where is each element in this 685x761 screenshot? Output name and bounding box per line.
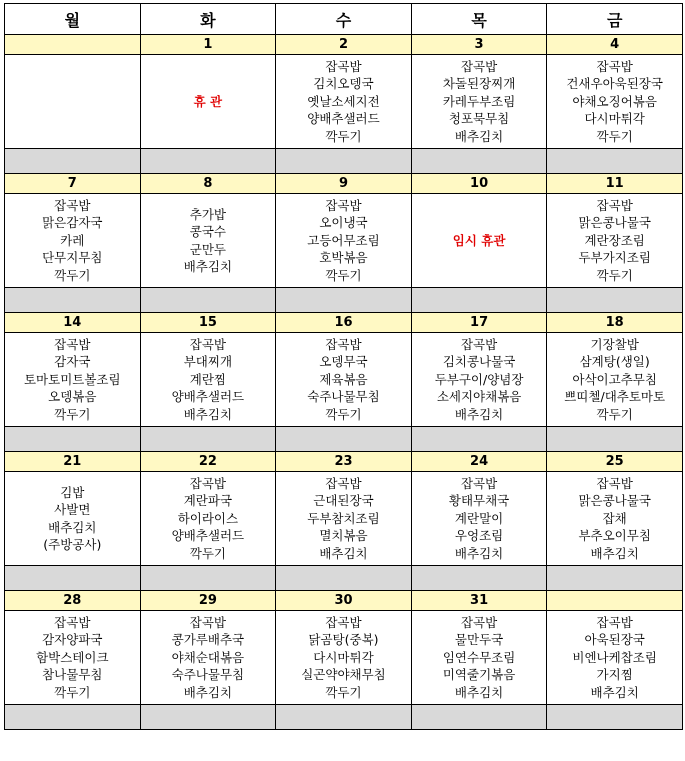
menu-cell [5, 333, 141, 427]
spacer-cell [140, 705, 276, 730]
menu-cell [5, 55, 141, 149]
menu-item: 배추김치 [454, 684, 504, 700]
weekday-header: 월 [5, 4, 141, 35]
menu-item: 배추김치 [319, 545, 368, 561]
menu-item: 오뎅무국 [319, 354, 368, 370]
menu-item: 토마토미트볼조림 [23, 371, 121, 387]
lunch-menu-calendar [4, 3, 683, 730]
date-cell: 22 [140, 452, 276, 472]
menu-item: 두부구이/양념장 [434, 371, 524, 387]
date-cell: 16 [276, 313, 412, 333]
menu-item: 양배추샐러드 [171, 528, 245, 544]
menu-item: 청포묵무침 [448, 111, 510, 127]
menu-item: 김치콩나물국 [442, 354, 516, 370]
date-cell: 14 [5, 313, 141, 333]
menu-item: 아삭이고추무침 [572, 371, 657, 387]
menu-item: 배추김치 [454, 128, 504, 144]
weeks-body [5, 35, 683, 730]
menu-item: 오이냉국 [319, 215, 368, 231]
menu-item: 쁘띠첼/대추토마토 [564, 389, 666, 405]
holiday-label: 임시 휴관 [452, 232, 506, 248]
menu-item: 근대된장국 [313, 493, 374, 509]
menu-item: 참나물무침 [42, 667, 103, 683]
menu-item: 김밥 [60, 484, 85, 500]
menu-item: 배추김치 [590, 545, 639, 561]
menu-cell [411, 611, 547, 705]
menu-item: 멸치볶음 [319, 528, 368, 544]
menu-item: 야채순대볶음 [171, 649, 245, 665]
spacer-cell [547, 566, 683, 591]
spacer-cell [547, 427, 683, 452]
date-cell: 28 [5, 591, 141, 611]
menu-item: 양배추샐러드 [171, 389, 245, 405]
date-cell: 11 [547, 174, 683, 194]
spacer-cell [140, 427, 276, 452]
menu-item: 물만두국 [454, 632, 504, 648]
menu-row [5, 611, 683, 705]
menu-item: 두부참치조림 [307, 510, 380, 526]
menu-item: 배추김치 [48, 519, 97, 535]
date-cell: 15 [140, 313, 276, 333]
menu-item: 배추김치 [590, 684, 639, 700]
menu-item: 배추김치 [454, 406, 504, 422]
menu-cell [140, 611, 276, 705]
menu-item: 잡곡밥 [325, 336, 362, 352]
spacer-cell [140, 288, 276, 313]
spacer-cell [5, 149, 141, 174]
menu-cell [411, 333, 547, 427]
spacer-cell [411, 705, 547, 730]
menu-item: 임연수무조림 [442, 649, 516, 665]
menu-item: 함박스테이크 [36, 649, 109, 665]
menu-item: 삼계탕(생일) [579, 354, 650, 370]
spacer-cell [547, 705, 683, 730]
menu-cell [140, 333, 276, 427]
date-cell: 7 [5, 174, 141, 194]
menu-item: 깍두기 [54, 406, 91, 422]
weekday-header-row [5, 4, 683, 35]
menu-item: 닭곰탕(중복) [308, 632, 379, 648]
menu-item: 잡곡밥 [189, 475, 226, 491]
menu-item: 실곤약야채무침 [301, 667, 386, 683]
menu-item: 맑은콩나물국 [578, 493, 651, 509]
spacer-cell [547, 288, 683, 313]
date-cell: 17 [411, 313, 547, 333]
menu-item: 잡곡밥 [325, 58, 362, 74]
spacer-cell [276, 288, 412, 313]
menu-cell [547, 194, 683, 288]
menu-item: 다시마튀각 [584, 111, 645, 127]
spacer-cell [411, 149, 547, 174]
menu-item: 잡곡밥 [596, 614, 633, 630]
menu-item: 차돌된장찌개 [442, 76, 516, 92]
menu-item: 잡곡밥 [325, 197, 362, 213]
menu-item: 사발면 [54, 502, 91, 517]
menu-item: 잡곡밥 [460, 58, 498, 74]
spacer-cell [5, 427, 141, 452]
menu-item: 소세지야채볶음 [436, 389, 522, 405]
date-cell: 24 [411, 452, 547, 472]
menu-item: 깍두기 [325, 267, 362, 283]
menu-item: 야채오징어볶음 [572, 93, 657, 109]
menu-item: 황태무채국 [448, 493, 510, 509]
spacer-row [5, 566, 683, 591]
spacer-cell [276, 705, 412, 730]
weekday-header: 목 [411, 4, 547, 35]
date-cell: 23 [276, 452, 412, 472]
menu-item: 건새우아욱된장국 [566, 76, 663, 92]
menu-item: 계란찜 [189, 371, 226, 387]
date-cell: 4 [547, 35, 683, 55]
menu-item: 깍두기 [189, 545, 226, 561]
menu-item: 깍두기 [54, 267, 91, 283]
weekday-header: 수 [276, 4, 412, 35]
menu-item: 카레두부조림 [442, 93, 516, 109]
menu-item: 잡곡밥 [596, 475, 633, 491]
menu-item: 김치오뎅국 [313, 76, 374, 92]
date-cell: 1 [140, 35, 276, 55]
menu-item: 숙주나물무침 [171, 667, 245, 683]
menu-item: 미역줄기볶음 [442, 667, 516, 683]
menu-item: 잡곡밥 [596, 197, 633, 213]
spacer-cell [411, 288, 547, 313]
holiday-label: 휴 관 [193, 93, 223, 109]
menu-cell [140, 472, 276, 566]
menu-item: 우엉조림 [454, 528, 504, 544]
menu-item: 배추김치 [183, 684, 233, 700]
date-row [5, 452, 683, 472]
menu-item: 계란장조림 [584, 232, 645, 248]
spacer-row [5, 427, 683, 452]
menu-cell [547, 611, 683, 705]
menu-item: 맑은콩나물국 [578, 215, 651, 231]
menu-item: 깍두기 [596, 267, 633, 283]
menu-item: 부추오이무침 [578, 528, 651, 544]
date-cell: 9 [276, 174, 412, 194]
menu-item: 오뎅볶음 [48, 389, 97, 405]
menu-cell [547, 472, 683, 566]
menu-item: 잡곡밥 [460, 336, 498, 352]
menu-item: 계란말이 [454, 510, 504, 526]
date-cell: 30 [276, 591, 412, 611]
menu-cell [411, 55, 547, 149]
date-row [5, 313, 683, 333]
menu-cell [276, 194, 412, 288]
date-row [5, 174, 683, 194]
menu-item: 감자양파국 [42, 632, 103, 648]
menu-item: 콩국수 [189, 224, 226, 239]
menu-cell [411, 472, 547, 566]
menu-item: 아욱된장국 [584, 632, 645, 648]
menu-cell [276, 55, 412, 149]
menu-item: 다시마튀각 [313, 649, 374, 665]
menu-cell [276, 611, 412, 705]
menu-item: 깍두기 [54, 684, 91, 700]
menu-item: 비엔나케찹조림 [572, 649, 657, 665]
spacer-cell [276, 427, 412, 452]
date-cell: 3 [411, 35, 547, 55]
menu-item: 숙주나물무침 [307, 389, 380, 405]
date-cell: 8 [140, 174, 276, 194]
menu-row [5, 333, 683, 427]
menu-item: 깍두기 [325, 406, 362, 422]
date-row [5, 591, 683, 611]
menu-item: 배추김치 [183, 259, 233, 274]
menu-item: 잡곡밥 [54, 336, 91, 352]
menu-item: 제육볶음 [319, 371, 368, 387]
menu-item: 단무지무침 [42, 250, 103, 266]
menu-item: 추가밥 [189, 206, 226, 222]
menu-row [5, 55, 683, 149]
menu-item: 잡곡밥 [325, 475, 362, 491]
menu-item: 잡곡밥 [54, 197, 91, 213]
menu-cell [276, 333, 412, 427]
spacer-cell [140, 566, 276, 591]
menu-item: 카레 [60, 232, 85, 248]
menu-item: 감자국 [54, 354, 91, 370]
spacer-row [5, 705, 683, 730]
menu-item: 호박볶음 [319, 250, 368, 266]
menu-item: 잡채 [602, 510, 627, 526]
menu-item: 잡곡밥 [460, 614, 498, 630]
spacer-cell [5, 705, 141, 730]
spacer-cell [276, 566, 412, 591]
menu-item: 옛날소세지전 [307, 93, 380, 109]
menu-item: 맑은감자국 [42, 215, 103, 231]
spacer-row [5, 288, 683, 313]
menu-item: 하이라이스 [177, 510, 239, 526]
menu-table [4, 3, 683, 730]
weekday-header: 화 [140, 4, 276, 35]
menu-cell [140, 194, 276, 288]
date-row [5, 35, 683, 55]
date-cell: 18 [547, 313, 683, 333]
date-cell: 10 [411, 174, 547, 194]
menu-row [5, 194, 683, 288]
menu-item: 두부가지조림 [578, 250, 651, 266]
menu-item: 잡곡밥 [325, 614, 362, 630]
spacer-cell [276, 149, 412, 174]
date-cell [547, 591, 683, 611]
menu-row [5, 472, 683, 566]
menu-item: 콩가루배추국 [171, 632, 245, 648]
menu-item: 양배추샐러드 [307, 111, 380, 127]
spacer-cell [140, 149, 276, 174]
date-cell: 2 [276, 35, 412, 55]
menu-item: 가지찜 [596, 667, 633, 683]
date-cell: 29 [140, 591, 276, 611]
weekday-header: 금 [547, 4, 683, 35]
menu-cell [547, 55, 683, 149]
menu-item: 고등어무조림 [307, 232, 380, 248]
menu-cell [140, 55, 276, 149]
menu-item: 군만두 [189, 241, 226, 257]
menu-item: 기장찰밥 [590, 336, 639, 352]
menu-cell [5, 611, 141, 705]
menu-item: 깍두기 [596, 128, 633, 144]
menu-item: 깍두기 [325, 684, 362, 700]
menu-cell [411, 194, 547, 288]
menu-item: 잡곡밥 [460, 475, 498, 491]
spacer-cell [547, 149, 683, 174]
date-cell: 25 [547, 452, 683, 472]
date-cell: 31 [411, 591, 547, 611]
menu-item: 잡곡밥 [54, 614, 91, 630]
spacer-cell [5, 288, 141, 313]
menu-item: 깍두기 [325, 128, 362, 144]
menu-item: 잡곡밥 [189, 336, 226, 352]
spacer-row [5, 149, 683, 174]
menu-item: 잡곡밥 [189, 614, 226, 630]
menu-cell [276, 472, 412, 566]
menu-item: 깍두기 [596, 406, 633, 422]
spacer-cell [411, 427, 547, 452]
menu-item: 계란파국 [183, 493, 233, 509]
menu-cell [5, 194, 141, 288]
menu-cell [5, 472, 141, 566]
menu-item: (주방공사) [43, 537, 102, 552]
menu-item: 배추김치 [454, 545, 504, 561]
menu-item: 잡곡밥 [596, 58, 633, 74]
menu-cell [547, 333, 683, 427]
date-cell: 21 [5, 452, 141, 472]
spacer-cell [5, 566, 141, 591]
date-cell [5, 35, 141, 55]
menu-item: 부대찌개 [183, 354, 233, 370]
spacer-cell [411, 566, 547, 591]
menu-item: 배추김치 [183, 406, 233, 422]
